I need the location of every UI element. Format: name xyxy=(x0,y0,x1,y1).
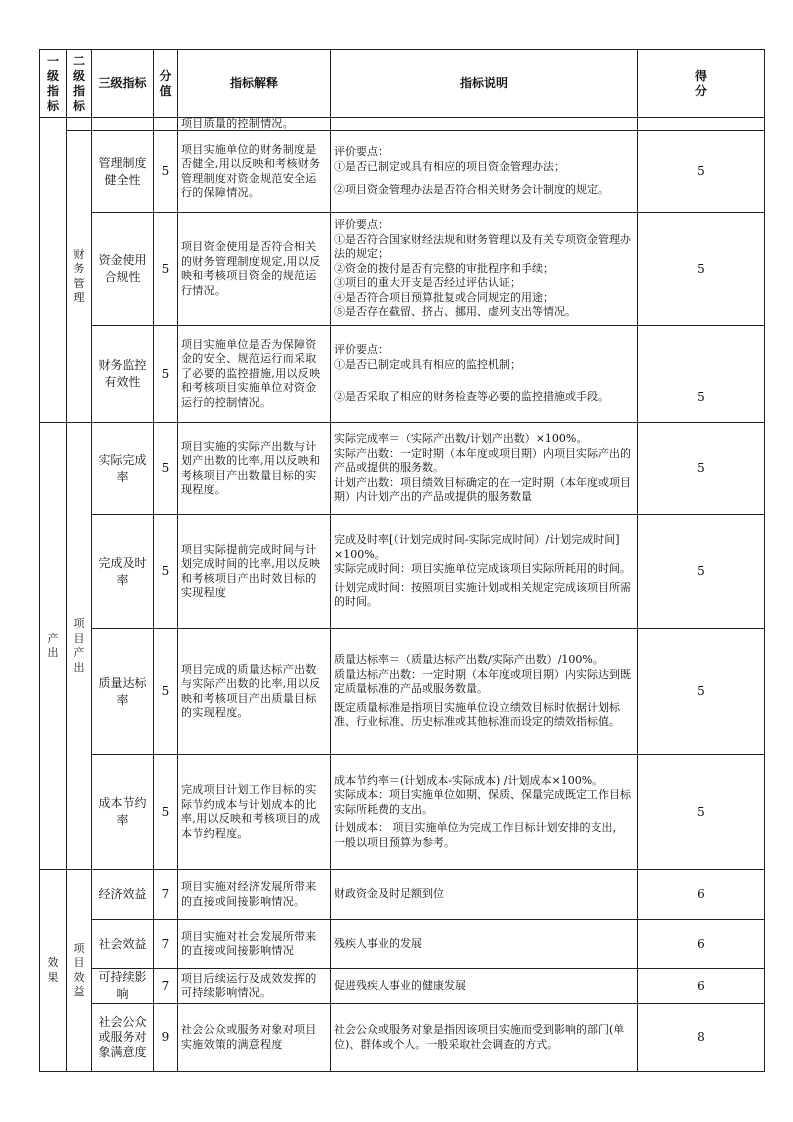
got-value: 5 xyxy=(638,213,765,326)
note-text: 残疾人事业的发展 xyxy=(331,920,638,969)
header-got: 得 分 xyxy=(638,50,765,118)
level3-label: 实际完成率 xyxy=(92,423,154,515)
level2-finance: 财 务 管 理 xyxy=(67,131,92,423)
score-value: 5 xyxy=(154,326,178,423)
table-row xyxy=(40,969,765,1004)
level3-label: 社会效益 xyxy=(92,920,154,969)
header-level1: 一 级 指 标 xyxy=(40,50,67,118)
got-value: 6 xyxy=(638,920,765,969)
got-value: 6 xyxy=(638,969,765,1004)
score-value: 5 xyxy=(154,515,178,629)
level3-label: 经济效益 xyxy=(92,870,154,920)
table-row xyxy=(40,515,765,629)
note-text: 完成及时率[（计划完成时间-实际完成时间）/计划完成时间] ×100%。 实际完成时间：项目实施单位完成该项目实际所耗用的时间。 计划完成时间：按照项目实施计划或相关规定完成该项目所需的时间。 xyxy=(331,515,638,629)
explain-text: 项目实施对经济发展所带来的直接或间接影响情况。 xyxy=(178,870,331,920)
score-value: 5 xyxy=(154,423,178,515)
note-text: 评价要点： ①是否已制定或具有相应的项目资金管理办法； ②项目资金管理办法是否符合相关财务会计制度的规定。 xyxy=(331,131,638,213)
explain-text: 项目资金使用是否符合相关的财务管理制度规定,用以反映和考核项目资金的规范运行情况。 xyxy=(178,213,331,326)
table-row xyxy=(40,870,765,920)
explain-text: 社会公众或服务对象对项目实施效策的满意程度 xyxy=(178,1004,331,1072)
note-text: 质量达标率＝（质量达标产出数/实际产出数）/100%。 质量达标产出数：一定时期（本年度或项目期）内实际达到既定质量标准的产品或服务数量。 既定质量标准是指项目实施单位设立绩效目标时依据计划标准、行业标准、历史标准或其他标准而设定的绩效指标值。 xyxy=(331,629,638,755)
got-value: 5 xyxy=(638,629,765,755)
level3-label: 成本节约率 xyxy=(92,755,154,870)
explain-text: 项目完成的质量达标产出数与实际产出数的比率,用以反映和考核项目产出质量目标的实现程度。 xyxy=(178,629,331,755)
score-value: 7 xyxy=(154,870,178,920)
level3-label: 完成及时率 xyxy=(92,515,154,629)
level3-label: 质量达标率 xyxy=(92,629,154,755)
got-value: 6 xyxy=(638,870,765,920)
table-row xyxy=(40,920,765,969)
header-row xyxy=(40,50,765,118)
got-value: 5 xyxy=(638,131,765,213)
carry-explain: 项目质量的控制情况。 xyxy=(178,118,331,131)
score-value: 5 xyxy=(154,131,178,213)
note-text: 社会公众或服务对象是指因该项目实施而受到影响的部门(单位)、群体或个人。一般采取社会调查的方式。 xyxy=(331,1004,638,1072)
note-text: 促进残疾人事业的健康发展 xyxy=(331,969,638,1004)
score-value: 5 xyxy=(154,629,178,755)
score-value: 7 xyxy=(154,920,178,969)
table-row xyxy=(40,1004,765,1072)
explain-text: 项目实施的实际产出数与计划产出数的比率,用以反映和考核项目产出数量目标的实现程度。 xyxy=(178,423,331,515)
note-text: 评价要点： ①是否符合国家财经法规和财务管理以及有关专项资金管理办法的规定； ②资金的拨付是否有完整的审批程序和手续； ③项目的重大开支是否经过评估认证； ④是否符合项目预算批复或合同规定的用途； ⑤是否存在截留、挤占、挪用、虚列支出等情况。 xyxy=(331,213,638,326)
table-row xyxy=(40,755,765,870)
header-level2: 二 级 指 标 xyxy=(67,50,92,118)
table-row xyxy=(40,629,765,755)
got-value: 8 xyxy=(638,1004,765,1072)
explain-text: 项目后续运行及成效发挥的可持续影响情况。 xyxy=(178,969,331,1004)
evaluation-table xyxy=(39,49,765,1072)
explain-text: 项目实际提前完成时间与计划完成时间的比率,用以反映和考核项目产出时效目标的实现程度 xyxy=(178,515,331,629)
level2-output: 项 目 产 出 xyxy=(67,423,92,870)
level1-cell-empty xyxy=(40,118,67,423)
level3-label: 财务监控有效性 xyxy=(92,326,154,423)
header-score: 分 值 xyxy=(154,50,178,118)
level3-label: 管理制度健全性 xyxy=(92,131,154,213)
table-row xyxy=(40,131,765,213)
got-value: 5 xyxy=(638,326,765,423)
level3-label: 资金使用合规性 xyxy=(92,213,154,326)
note-text: 财政资金及时足额到位 xyxy=(331,870,638,920)
table-row xyxy=(40,213,765,326)
level3-label: 社会公众或服务对象满意度 xyxy=(92,1004,154,1072)
level2-cell-empty xyxy=(67,118,92,131)
score-value: 5 xyxy=(154,213,178,326)
level2-effect: 项 目 效 益 xyxy=(67,870,92,1072)
table-row xyxy=(40,423,765,515)
header-level3: 三级指标 xyxy=(92,50,154,118)
header-explain: 指标解释 xyxy=(178,50,331,118)
explain-text: 项目实施单位是否为保障资金的安全、规范运行而采取了必要的监控措施,用以反映和考核项目实施单位对资金运行的控制情况。 xyxy=(178,326,331,423)
table-row xyxy=(40,326,765,423)
got-value: 5 xyxy=(638,755,765,870)
note-text: 评价要点： ①是否已制定或具有相应的监控机制； ②是否采取了相应的财务检查等必要的监控措施或手段。 xyxy=(331,326,638,423)
got-value: 5 xyxy=(638,423,765,515)
note-text: 实际完成率＝（实际产出数/计划产出数）×100%。 实际产出数：一定时期（本年度或项目期）内项目实际产出的产品或提供的服务数。 计划产出数：项目绩效目标确定的在一定时期（本年度或项目期）内计划产出的产品或提供的服务数量 xyxy=(331,423,638,515)
score-value: 7 xyxy=(154,969,178,1004)
note-text: 成本节约率＝(计划成本-实际成本) /计划成本×100%。 实际成本：项目实施单位如期、保质、保量完成既定工作目标实际所耗费的支出。 计划成本： 项目实施单位为完成工作目标计划安排的支出，一般以项目预算为参考。 xyxy=(331,755,638,870)
explain-text: 项目实施单位的财务制度是否健全,用以反映和考核财务管理制度对资金规范安全运行的保障情况。 xyxy=(178,131,331,213)
carry-row xyxy=(40,118,765,131)
level1-output: 产 出 xyxy=(40,423,67,870)
header-note: 指标说明 xyxy=(331,50,638,118)
got-value: 5 xyxy=(638,515,765,629)
score-value: 5 xyxy=(154,755,178,870)
score-value: 9 xyxy=(154,1004,178,1072)
level1-effect: 效 果 xyxy=(40,870,67,1072)
explain-text: 完成项目计划工作目标的实际节约成本与计划成本的比率,用以反映和考核项目的成本节约程度。 xyxy=(178,755,331,870)
level3-label: 可持续影响 xyxy=(92,969,154,1004)
explain-text: 项目实施对社会发展所带来的直接或间接影响情况 xyxy=(178,920,331,969)
